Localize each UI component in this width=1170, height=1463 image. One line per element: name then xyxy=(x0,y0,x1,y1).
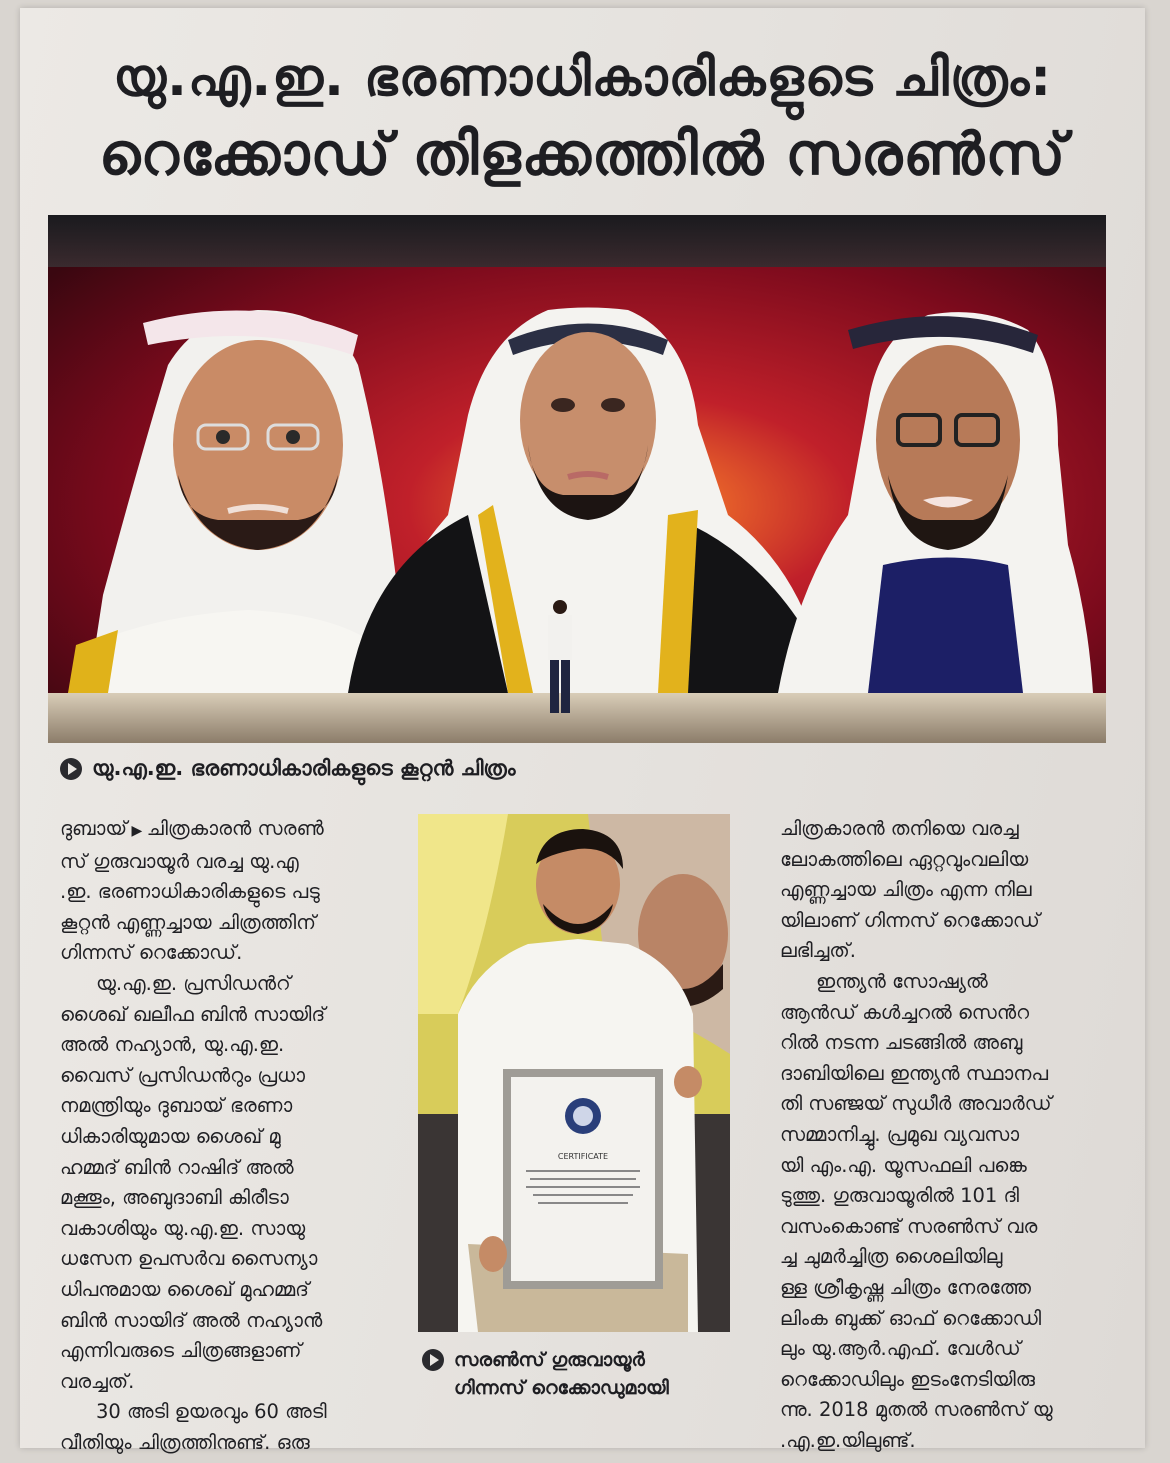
article-line: മക്തൂം, അബുദാബി കിരീടാ xyxy=(60,1186,289,1210)
article-line: ലഭിച്ചത്. xyxy=(780,939,856,963)
article-line: യിലാണ് ഗിന്നസ് റെക്കോഡ് xyxy=(780,908,1040,932)
newspaper-page xyxy=(20,8,1145,1454)
article-line: ലിംക ബുക്ക് ഓഫ് റെക്കോഡി xyxy=(780,1306,1042,1330)
dateline-arrow-icon: ▶ xyxy=(127,823,147,839)
portrait-caption-line-2: ഗിന്നസ് റെക്കോഡുമായി xyxy=(454,1377,669,1399)
article-line: 30 അടി ഉയരവും 60 അടി xyxy=(96,1400,327,1424)
article-line: വൈസ് പ്രസിഡൻറും പ്രധാ xyxy=(60,1063,306,1087)
article-line: ഹമ്മദ് ബിൻ റാഷിദ് അൽ xyxy=(60,1155,294,1179)
mural-photo xyxy=(48,215,1106,743)
article-line: റിൽ നടന്ന ചടങ്ങിൽ അബു xyxy=(780,1031,1023,1055)
article-line: ന്നു. 2018 മുതൽ സരൺസ് യു xyxy=(780,1398,1053,1422)
article-line: ഇന്ത്യൻ സോഷ്യൽ xyxy=(816,969,988,993)
main-photo-caption xyxy=(60,756,516,781)
headline-line-1: യു.എ.ഇ. ഭരണാധികാരികളുടെ ചിത്രം: xyxy=(112,48,1053,108)
article-line: ലോകത്തിലെ ഏറ്റവുംവലിയ xyxy=(780,847,1029,871)
portrait-caption-line-1: സരൺസ് ഗുരുവായൂർ xyxy=(454,1349,645,1371)
article-column-1 xyxy=(60,814,400,1458)
article-line: എണ്ണച്ചായ ചിത്രം എന്ന നില xyxy=(780,878,1032,902)
play-icon xyxy=(60,758,82,780)
article-line: റെക്കോഡിലും ഇടംനേടിയിരു xyxy=(780,1367,1035,1391)
headline-line-2: റെക്കോഡ് തിളക്കത്തിൽ സരൺസ് xyxy=(98,120,1067,188)
article-line: യു.എ.ഇ. പ്രസിഡൻറ് xyxy=(96,971,291,995)
article-line: സമ്മാനിച്ചു. പ്രമുഖ വ്യവസാ xyxy=(780,1122,1020,1146)
article-line: സ് ഗുരുവായൂർ വരച്ച യു.എ xyxy=(60,849,299,873)
play-icon xyxy=(422,1349,444,1371)
dateline: ദുബായ് xyxy=(60,817,128,840)
article-line: ധികാരിയുമായ ശൈഖ് മു xyxy=(60,1124,281,1148)
article-line: ശൈഖ് ഖലീഫ ബിൻ സായിദ് xyxy=(60,1002,326,1026)
article-line: ദാബിയിലെ ഇന്ത്യൻ സ്ഥാനപ xyxy=(780,1061,1049,1085)
article-line: ടുത്തു. ഗുരുവായൂരിൽ 101 ദി xyxy=(780,1184,1019,1208)
article-line: .എ.ഇ.യിലുണ്ട്. xyxy=(780,1428,916,1452)
article-line: ച്ച ചുമർച്ചിത്ര ശൈലിയിലു xyxy=(780,1245,1003,1269)
article-column-2 xyxy=(780,814,1120,1456)
article-line: ലും യു.ആർ.എഫ്. വേൾഡ് xyxy=(780,1337,1021,1361)
article-line: വകാശിയും യു.എ.ഇ. സായു xyxy=(60,1216,306,1240)
article-line: .ഇ. ഭരണാധികാരികളുടെ പടു xyxy=(60,880,320,904)
article-line: തി സഞ്ജയ് സുധീർ അവാർഡ് xyxy=(780,1092,1052,1116)
article-line: ആൻഡ് കൾച്ചറൽ സെൻറ xyxy=(780,1000,1030,1024)
article-line: ധസേന ഉപസർവ സൈന്യാ xyxy=(60,1247,318,1271)
article-line: അൽ നഹ്യാൻ, യു.എ.ഇ. xyxy=(60,1033,285,1057)
article-line: യി എം.എ. യൂസഫലി പങ്കെ xyxy=(780,1153,1027,1177)
article-line: എന്നിവരുടെ ചിത്രങ്ങളാണ് xyxy=(60,1339,302,1363)
article-line: കൂറ്റൻ എണ്ണച്ചായ ചിത്രത്തിന് xyxy=(60,910,316,934)
article-line: വരച്ചത്. xyxy=(60,1369,135,1393)
certificate-title: CERTIFICATE xyxy=(557,1152,609,1161)
main-photo-caption-text: യു.എ.ഇ. ഭരണാധികാരികളുടെ കൂറ്റൻ ചിത്രം xyxy=(92,756,516,780)
article-line: ധിപനുമായ ശൈഖ് മുഹമ്മദ് xyxy=(60,1277,309,1301)
artist-certificate-photo xyxy=(418,814,730,1332)
article-line: വീതിയും ചിത്രത്തിനുണ്ട്. ഒരു xyxy=(60,1430,310,1454)
article-line: ചിത്രകാരൻ തനിയെ വരച്ച xyxy=(780,817,1019,840)
article-line: ഗിന്നസ് റെക്കോഡ്. xyxy=(60,941,243,965)
article-line: ബിൻ സായിദ് അൽ നഹ്യാൻ xyxy=(60,1308,323,1332)
article-line: നമന്ത്രിയും ദുബായ് ഭരണാ xyxy=(60,1094,293,1118)
article-line: ള്ള ശ്രീകൃഷ്ണ ചിത്രം നേരത്തേ xyxy=(780,1275,1031,1299)
portrait-photo-caption xyxy=(422,1346,669,1402)
article-line: വസംകൊണ്ട് സരൺസ് വര xyxy=(780,1214,1038,1238)
article-line: ദുബായ് ▶ ചിത്രകാരൻ സരൺ xyxy=(60,817,324,840)
